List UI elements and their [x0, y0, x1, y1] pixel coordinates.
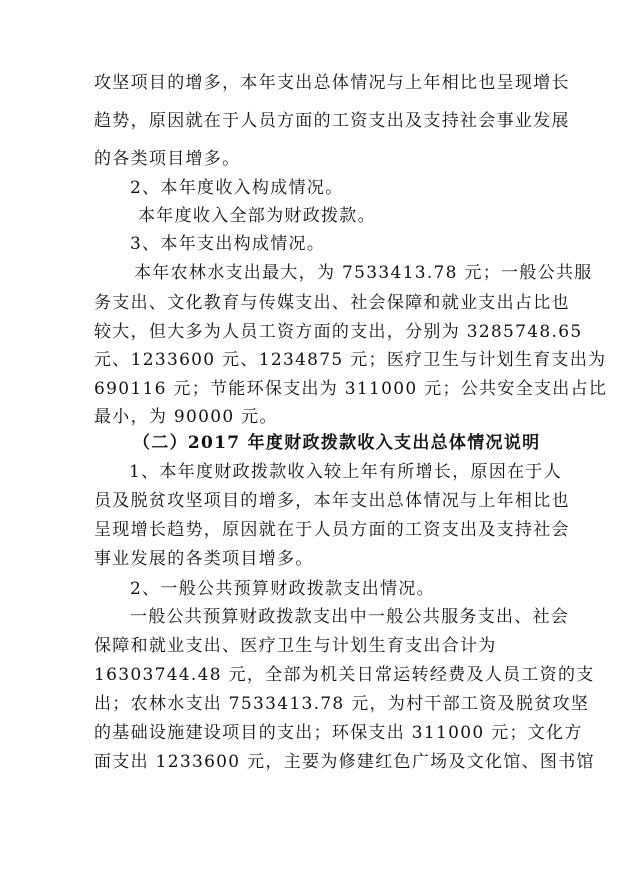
paragraph-line: 攻坚项目的增多，本年支出总体情况与上年相比也呈现增长 — [94, 73, 570, 93]
paragraph-line: 1、本年度财政拨款收入较上年有所增长，原因在于人 — [129, 462, 563, 482]
paragraph-line: 的各类项目增多。 — [94, 149, 241, 169]
paragraph-line: 务支出、文化教育与传媒支出、社会保障和就业支出占比也 — [94, 293, 570, 313]
paragraph-line: 较大，但大多为人员工资方面的支出，分别为 3285748.65 — [94, 322, 583, 342]
paragraph-line: 员及脱贫攻坚项目的增多，本年支出总体情况与上年相比也 — [94, 491, 570, 511]
paragraph-line: 事业发展的各类项目增多。 — [94, 549, 314, 569]
paragraph-line: 本年农林水支出最大，为 7533413.78 元；一般公共服 — [134, 263, 593, 283]
paragraph-line: 690116 元；节能环保支出为 311000 元；公共安全支出占比 — [94, 379, 608, 399]
section-heading: （二）2017 年度财政拨款收入支出总体情况说明 — [133, 433, 541, 453]
paragraph-line: 趋势，原因就在于人员方面的工资支出及支持社会事业发展 — [94, 111, 570, 131]
section-item-2: 2、一般公共预算财政拨款支出情况。 — [130, 579, 435, 599]
paragraph-line: 保障和就业支出、医疗卫生与计划生育支出合计为 — [94, 636, 497, 656]
paragraph-line: 的基础设施建设项目的支出；环保支出 311000 元；文化方 — [94, 723, 583, 743]
paragraph-line: 出；农林水支出 7533413.78 元，为村干部工资及脱贫攻坚 — [94, 694, 590, 714]
paragraph-line: 16303744.48 元，全部为机关日常运转经费及人员工资的支 — [94, 665, 595, 685]
paragraph-line: 面支出 1233600 元，主要为修建红色广场及文化馆、图书馆 — [94, 752, 595, 772]
paragraph-line: 本年度收入全部为财政拨款。 — [138, 206, 376, 226]
paragraph-line: 呈现增长趋势，原因就在于人员方面的工资支出及支持社会 — [94, 520, 570, 540]
section-item-3: 3、本年支出构成情况。 — [130, 234, 326, 254]
paragraph-line: 元、1233600 元、1234875 元；医疗卫生与计划生育支出为 — [94, 350, 607, 370]
paragraph-line: 最小，为 90000 元。 — [94, 407, 278, 427]
paragraph-line: 一般公共预算财政拨款支出中一般公共服务支出、社会 — [130, 607, 570, 627]
section-item-2: 2、本年度收入构成情况。 — [130, 178, 344, 198]
